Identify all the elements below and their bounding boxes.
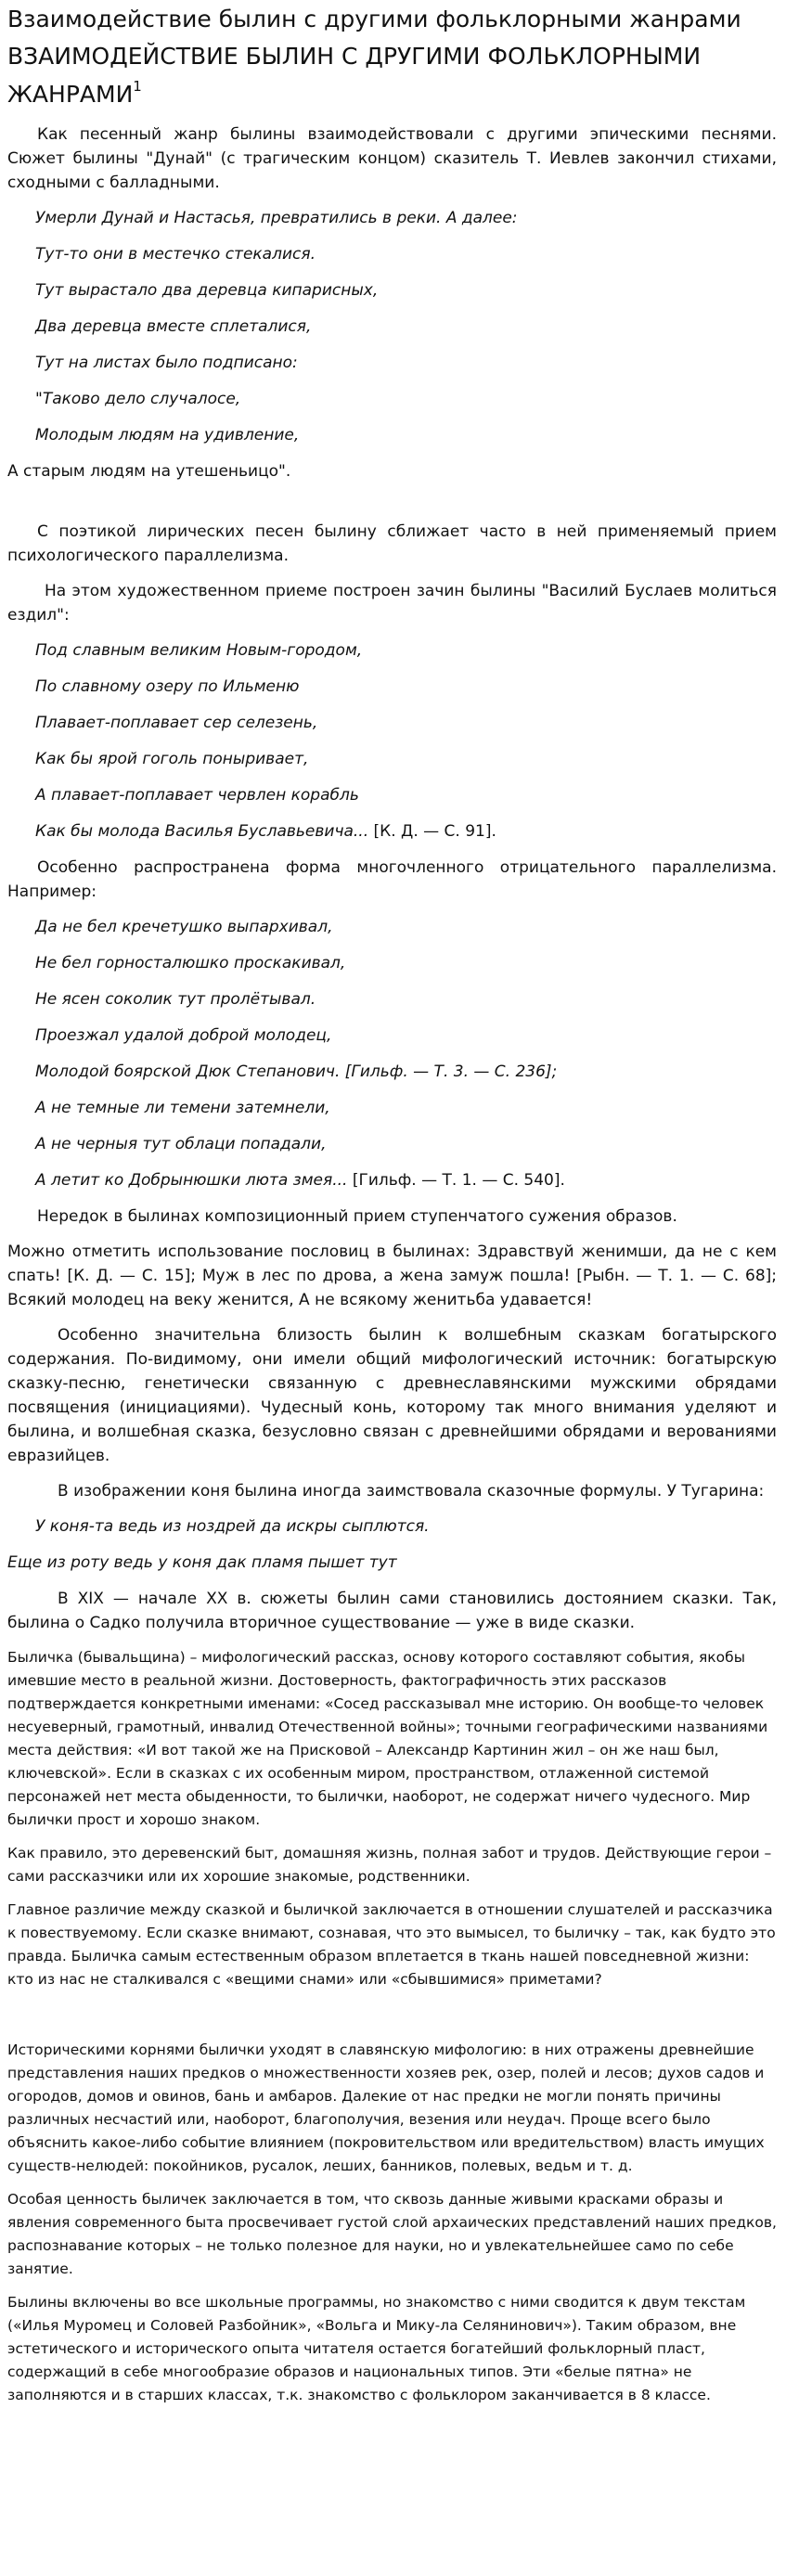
verse-line: Тут вырастало два деревца кипарисных, (35, 281, 379, 300)
village-paragraph: Как правило, это деревенский быт, домашняя жизнь, полная забот и трудов. Действующие герои – сами рассказчики или их хорошие знакомые, родственники. (7, 1845, 772, 1885)
citation: [К. Д. — С. 91]. (368, 822, 496, 841)
spacer (7, 496, 777, 520)
citation: [Гильф. — Т. 1. — С. 540]. (347, 1171, 565, 1190)
century-paragraph: В XIX — начале XX в. сюжеты былин сами становились достоянием сказки. Так, былина о Садко получила вторичное существование — уже в виде сказки. (7, 1590, 777, 1632)
verse-line: У коня-та ведь из ноздрей да искры сыплются. (35, 1517, 430, 1536)
verse-line: А плавает-поплавает червлен корабль (35, 786, 359, 805)
verse-line: Не бел горносталюшко проскакивал, (35, 954, 346, 972)
verse-buslaev (7, 638, 777, 844)
section-title (7, 41, 777, 109)
verse-line: Проезжал удалой доброй молодец, (35, 1026, 332, 1045)
verse-line: Как бы ярой гоголь поныривает, (35, 750, 309, 768)
negative-parallelism-paragraph: Особенно распространена форма многочленного отрицательного параллелизма. Например: (7, 858, 777, 901)
bylichka-paragraph: Быличка (бывальщина) – мифологический рассказ, основу которого составляют события, якобы имевшие место в реальной жизни. Достоверность, фактографичность этих рассказов подтверждается конкретными именами: «Сосед рассказывал мне историю. Он вообще-то человек несуеверный, грамотный, инвалид Отечественной войны»; точными географическими названиями места действия: «И вот такой же на Присковой – Александр Картинин жил – он же наш был, ключевской». Если в сказках с их особенным миром, пространством, отлаженной системой персонажей нет места обыденности, то былички, наоборот, не содержат ничего чудесного. Мир былички прост и хорошо знаком. (7, 1649, 768, 1828)
value-paragraph: Особая ценность быличек заключается в том, что сквозь данные живыми красками образы и явления современного быта просвечивает густой слой архаических представлений наших предков, распознавание которых – не только полезное для науки, но и увлекательнейшее само по себе занятие. (7, 2191, 777, 2277)
verse-line: А не темные ли темени затемнели, (35, 1099, 330, 1117)
fairytale-paragraph: Особенно значительна близость былин к волшебным сказкам богатырского содержания. По-видимому, они имели общий мифологический источник: богатырскую сказку-песню, генетически связанную с древнеславянскими мужскими обрядами посвящения (инициациями). Чудесный конь, которому так много внимания уделяют и былина, и волшебная сказка, безусловно связан с древнейшими обрядами и верованиями евразийцев. (7, 1326, 777, 1465)
roots-paragraph: Историческими корнями былички уходят в славянскую мифологию: в них отражены древнейшие представления наших предков о множественности хозяев рек, озер, полей и лесов; духов садов и огородов, домов и овинов, бань и амбаров. Далекие от нас предки не могли понять причины различных несчастий или, наоборот, благополучия, везения или неудач. Проще всего было объяснить какое-либо событие влиянием (покровительством или вредительством) власть имущих существ-нелюдей: покойников, русалок, леших, банников, полевых, ведьм и т. д. (7, 2041, 765, 2174)
verse-line (7, 819, 777, 844)
lyric-paragraph: С поэтикой лирических песен былину сближает часто в ней применяемый прием психологического параллелизма. (7, 522, 777, 565)
verse-line: А не черныя тут облаци попадали, (35, 1135, 327, 1153)
verse-line: Под славным великим Новым-городом, (35, 641, 363, 660)
verse-dunai (7, 206, 777, 483)
verse-text: Как бы молода Василья Буславьевича... (35, 822, 369, 841)
school-paragraph: Былины включены во все школьные программы, но знакомство с ними сводится к двум текстам («Илья Муромец и Соловей Разбойник», «Вольга и Мику-ла Селянинович»). Таким образом, вне эстетического и исторического опыта читателя остается богатейший фольклорный пласт, содержащий в себе многообразие образов и национальных типов. Эти «белые пятна» не заполняются и в старших классах, т.к. знакомство с фольклором заканчивается в 8 классе. (7, 2294, 746, 2403)
section-title-text: ВЗАИМОДЕЙСТВИЕ БЫЛИН С ДРУГИМИ ФОЛЬКЛОРНЫМИ ЖАНРАМИ (7, 43, 702, 108)
verse-line: Тут-то они в местечко стекалися. (35, 245, 316, 264)
verse-line: Умерли Дунай и Настасья, превратились в реки. А далее: (35, 209, 518, 227)
verse-line: По славному озеру по Ильменю (35, 677, 300, 696)
buslaev-paragraph: На этом художественном приеме построен зачин былины "Василий Буслаев молиться ездил": (7, 582, 777, 625)
horse-paragraph: В изображении коня былина иногда заимствовала сказочные формулы. У Тугарина: (58, 1482, 765, 1501)
difference-paragraph: Главное различие между сказкой и быличкой заключается в отношении слушателей и рассказчика к повествуемому. Если сказке внимают, сознавая, что это вымысел, то быличку – так, как будто это правда. Быличка самым естественным образом вплетается в ткань нашей повседневной жизни: кто из нас не сталкивался с «вещими снами» или «сбывшимися» приметами? (7, 1901, 776, 1988)
verse-text: А летит ко Добрынюшки люта змея... (35, 1171, 348, 1190)
verse-duk (7, 915, 777, 1192)
page-heading: Взаимодействие былин с другими фольклорными жанрами (7, 6, 741, 32)
spacer (7, 2002, 777, 2039)
verse-line: Плавает-поплавает сер селезень, (35, 714, 318, 732)
verse-line: Не ясен соколик тут пролётывал. (35, 990, 316, 1009)
footnote-mark[interactable]: 1 (133, 78, 142, 95)
proverbs-paragraph: Можно отметить использование пословиц в былинах: Здравствуй женимши, да не с кем спать! [К. Д. — С. 15]; Муж в лес по дрова, а жена замуж пошла! [Рыбн. — Т. 1. — С. 68]; Всякий молодец на веку женится, А не всякому женитьба удавается! (7, 1243, 777, 1309)
verse-line: Два деревца вместе сплеталися, (35, 317, 312, 336)
verse-line: Да не бел кречетушко выпархивал, (35, 918, 333, 936)
verse-line (7, 1168, 777, 1192)
verse-line: Молодым людям на удивление, (35, 426, 300, 444)
verse-line: Тут на листах было подписано: (35, 354, 298, 372)
intro-paragraph: Как песенный жанр былины взаимодействовали с другими эпическими песнями. Сюжет былины "Дунай" (с трагическим концом) сказитель Т. Иевлев закончил стихами, сходными с балладными. (7, 125, 777, 192)
steps-paragraph: Нередок в былинах композиционный прием ступенчатого сужения образов. (37, 1207, 677, 1226)
verse-line: Молодой боярской Дюк Степанович. [Гильф. — Т. 3. — С. 236]; (35, 1063, 558, 1081)
verse-line: Еще из роту ведь у коня дак пламя пышет тут (7, 1553, 397, 1572)
verse-line: А старым людям на утешеньицо". (7, 462, 291, 481)
verse-line: "Таково дело случалосе, (35, 390, 241, 408)
